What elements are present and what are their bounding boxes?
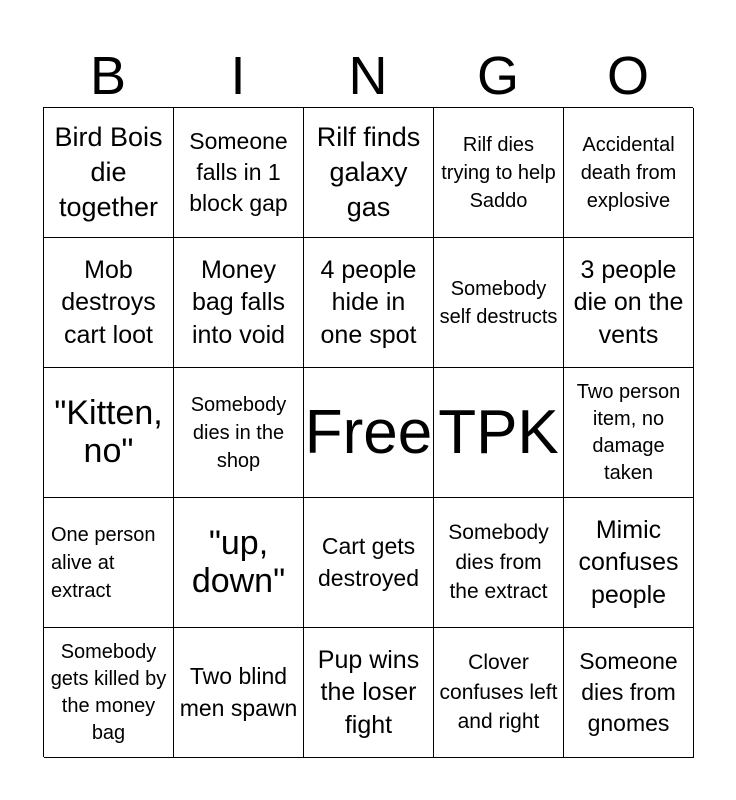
cell-text: Pup wins the loser fight [317,645,420,739]
bingo-cell[interactable] [304,108,434,238]
header-letter-o: O [606,46,649,106]
cell-text: Rilf dies trying to help Saddo [441,133,556,212]
bingo-cell[interactable] [434,368,564,498]
header-letter-n: N [348,46,388,106]
bingo-cell[interactable] [434,498,564,628]
cell-text: Free [304,397,433,467]
header-letter-g: G [476,46,519,106]
bingo-cell[interactable] [564,108,694,238]
cell-text: Two blind men spawn [179,663,298,721]
bingo-grid [43,107,693,757]
cell-text: 4 people hide in one spot [320,255,417,349]
bingo-header [43,46,693,106]
cell-text: Cart gets destroyed [317,533,419,591]
bingo-cell[interactable] [564,628,694,758]
cell-text: Bird Bois die together [54,121,163,223]
bingo-cell[interactable] [44,498,174,628]
bingo-cell[interactable] [44,108,174,238]
bingo-cell[interactable] [174,108,304,238]
cell-text: "Kitten, no" [54,394,163,470]
bingo-cell[interactable] [304,498,434,628]
bingo-cell[interactable] [44,368,174,498]
bingo-cell[interactable] [44,628,174,758]
bingo-cell[interactable] [564,238,694,368]
cell-text: TPK [438,397,559,467]
cell-text: Mimic confuses people [578,515,679,609]
bingo-cell[interactable] [434,238,564,368]
bingo-cell[interactable] [44,238,174,368]
cell-text: Money bag falls into void [191,255,286,349]
cell-text: Rilf finds galaxy gas [316,121,421,223]
cell-text: Somebody dies from the extract [448,521,549,604]
cell-text: Somebody self destructs [439,277,558,328]
free-space-cell[interactable] [304,368,434,498]
cell-text: Someone falls in 1 block gap [189,127,288,217]
bingo-cell[interactable] [564,498,694,628]
cell-text: Somebody gets killed by the money bag [50,640,167,744]
bingo-cell[interactable] [174,238,304,368]
cell-text: 3 people die on the vents [573,255,684,349]
cell-text: Someone dies from gnomes [579,647,678,737]
bingo-cell[interactable] [174,368,304,498]
cell-text: "up, down" [191,524,286,600]
header-letter-i: I [230,46,246,106]
bingo-cell[interactable] [564,368,694,498]
bingo-cell[interactable] [174,498,304,628]
bingo-cell[interactable] [304,238,434,368]
bingo-cell[interactable] [174,628,304,758]
header-letter-b: B [89,46,127,106]
bingo-cell[interactable] [304,628,434,758]
cell-text: One person alive at extract [51,523,156,602]
cell-text: Two person item, no damage taken [576,380,681,484]
cell-text: Somebody dies in the shop [190,393,287,472]
cell-text: Mob destroys cart loot [61,255,156,349]
cell-text: Accidental death from explosive [580,133,677,212]
bingo-cell[interactable] [434,108,564,238]
cell-text: Clover confuses left and right [439,651,558,734]
bingo-cell[interactable] [434,628,564,758]
